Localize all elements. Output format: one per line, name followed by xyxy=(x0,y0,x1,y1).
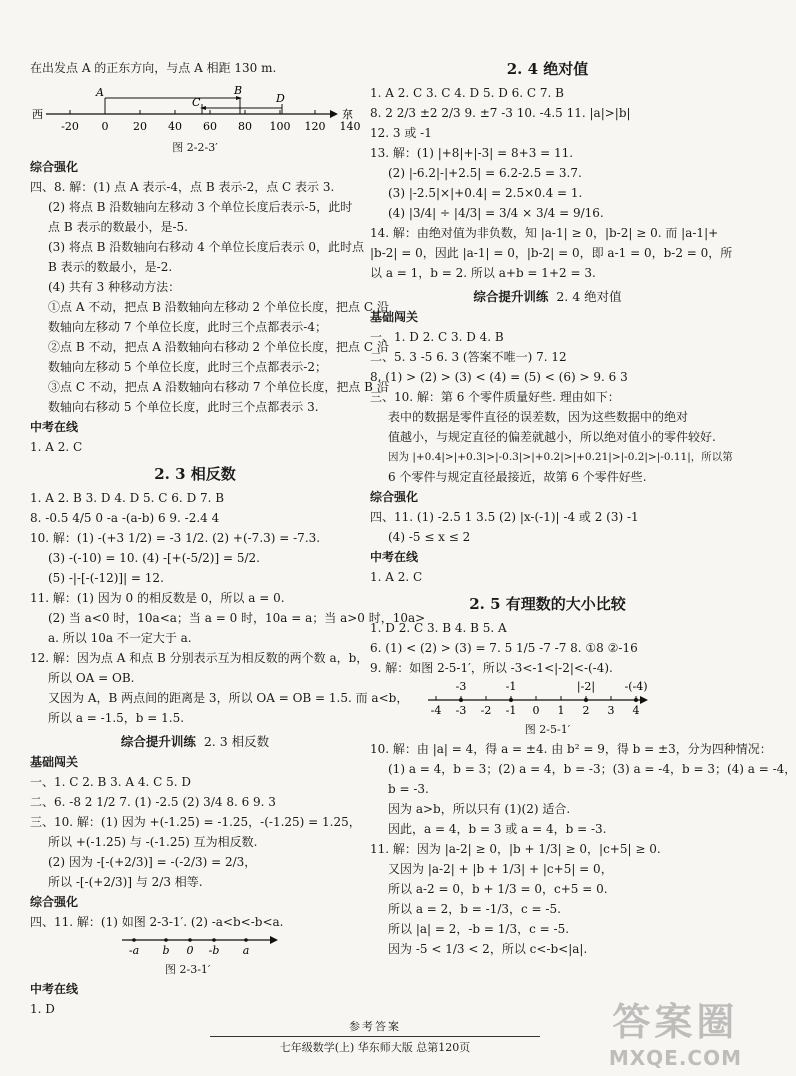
point-label: -b xyxy=(208,944,220,957)
text-line: 11. 解：(1) 因为 0 的相反数是 0，所以 a = 0. xyxy=(30,591,285,605)
text-line: ③点 C 不动，把点 A 沿数轴向右移动 7 个单位长度，把点 B 沿 xyxy=(48,380,389,394)
text-line: 1. D 2. C 3. B 4. B 5. A xyxy=(370,621,507,635)
point-dot xyxy=(509,698,513,702)
text-line: 8. (1) > (2) > (3) < (4) = (5) < (6) > 9. 6 3 xyxy=(370,370,628,384)
text-line: 10. 解：(1) -(+3 1/2) = -3 1/2. (2) +(-7.3) = -7.3. xyxy=(30,531,321,545)
text-line: 三、10. 解：第 6 个零件质量好些. 理由如下： xyxy=(370,390,620,404)
tick-label: -2 xyxy=(480,704,492,717)
text-line: (2) |-6.2|-|+2.5| = 6.2-2.5 = 3.7. xyxy=(388,166,582,180)
section-heading: 基础闯关 xyxy=(370,310,419,324)
text-line: 又因为 A，B 两点间的距离是 3，所以 OA = OB = 1.5. 而 a<b， xyxy=(48,691,409,705)
tick-label: 3 xyxy=(607,704,615,717)
watermark-logo xyxy=(609,991,742,1070)
text-line: 所以 a = 2，b = -1/3，c = -5. xyxy=(388,902,561,916)
point-label: -(-4) xyxy=(624,680,648,693)
figure-number-line-2-2-3 xyxy=(30,78,360,136)
point-dot xyxy=(212,938,216,942)
text-line: 因为 |+0.4|>|+0.3|>|-0.3|>|+0.2|>|+0.21|>|-0.2|>|-0.11|，所以第 xyxy=(388,451,733,463)
point-dot xyxy=(188,938,192,942)
section-heading: 综合强化 xyxy=(370,490,419,504)
text-line: (3) 将点 B 沿数轴向右移动 4 个单位长度后表示 0，此时点 xyxy=(48,240,364,254)
section-title-2-3: 2. 3 相反数 xyxy=(154,465,236,483)
point-D: D xyxy=(276,92,285,105)
text-line: ②点 B 不动，把点 A 沿数轴向右移动 2 个单位长度，把点 C 沿 xyxy=(48,340,389,354)
text-line: (2) 将点 B 沿数轴向左移动 3 个单位长度后表示-5，此时 xyxy=(48,200,353,214)
tick-label: 4 xyxy=(632,704,640,717)
text-line: 1. D xyxy=(30,1002,55,1016)
tick-label: 20 xyxy=(133,120,147,133)
text-line: 数轴向左移动 5 个单位长度，此时三个点都表示-2； xyxy=(48,360,327,374)
text-line: 三、10. 解：(1) 因为 +(-1.25) = -1.25，-(-1.25) = 1.25， xyxy=(30,815,361,829)
text-line: (3) |-2.5|×|+0.4| = 2.5×0.4 = 1. xyxy=(388,186,583,200)
text-line: 1. A 2. C 3. C 4. D 5. D 6. C 7. B xyxy=(370,86,565,100)
section-heading: 基础闯关 xyxy=(30,755,79,769)
footer-title: 参考答案 xyxy=(349,1020,401,1033)
tick-label: 120 xyxy=(304,120,326,133)
figure-number-line-2-3-1 xyxy=(30,932,360,958)
text-line: 二、5. 3 -5 6. 3 (答案不唯一) 7. 12 xyxy=(370,350,567,364)
text-line: 8. -0.5 4/5 0 -a -(a-b) 6 9. -2.4 4 xyxy=(30,511,220,525)
tick-label: 0 xyxy=(101,120,109,133)
point-dot xyxy=(584,698,588,702)
text-line: 一、1. D 2. C 3. D 4. B xyxy=(370,330,504,344)
text-line: 因为 -5 < 1/3 < 2，所以 c<-b<|a|. xyxy=(388,942,588,956)
text-line: 以 a = 1，b = 2. 所以 a+b = 1+2 = 3. xyxy=(370,266,596,280)
subsection-title xyxy=(30,732,360,750)
text-line: 又因为 |a-2| + |b + 1/3| + |c+5| = 0， xyxy=(388,862,613,876)
tick-label: 80 xyxy=(238,120,252,133)
text-line: (2) 因为 -[-(+2/3)] = -(-2/3) = 2/3， xyxy=(48,855,257,869)
text-line: 所以 |a| = 2，-b = 1/3，c = -5. xyxy=(388,922,570,936)
text-line: 11. 解：因为 |a-2| ≥ 0，|b + 1/3| ≥ 0，|c+5| ≥ 0. xyxy=(370,842,661,856)
text-line: 所以 +(-1.25) 与 -(-1.25) 互为相反数. xyxy=(48,835,258,849)
text-line: ①点 A 不动，把点 B 沿数轴向左移动 2 个单位长度，把点 C 沿 xyxy=(48,300,389,314)
text-line: 12. 3 或 -1 xyxy=(370,126,432,140)
text-line: 所以 a-2 = 0，b + 1/3 = 0，c+5 = 0. xyxy=(388,882,608,896)
fig-east-label: 东 xyxy=(342,108,353,121)
text-line: 12. 解：因为点 A 和点 B 分别表示互为相反数的两个数 a，b， xyxy=(30,651,369,665)
tick-label: 0 xyxy=(532,704,540,717)
section-heading: 中考在线 xyxy=(370,550,419,564)
text-line: (4) -5 ≤ x ≤ 2 xyxy=(388,530,471,544)
point-dot xyxy=(244,938,248,942)
text-line: 14. 解：由绝对值为非负数，知 |a-1| ≥ 0，|b-2| ≥ 0. 而 |a-1|+ xyxy=(370,226,719,240)
subsection-title-sub: 2. 4 绝对值 xyxy=(556,289,622,304)
point-dot xyxy=(164,938,168,942)
right-column xyxy=(370,58,796,959)
footer-rule xyxy=(210,1036,540,1037)
text-line: 四、11. (1) -2.5 1 3.5 (2) |x-(-1)| -4 或 2 (3) -1 xyxy=(370,510,639,524)
section-heading: 综合强化 xyxy=(30,160,79,174)
tick-label: -20 xyxy=(61,120,79,133)
tick-label: 100 xyxy=(269,120,291,133)
point-dot xyxy=(459,698,463,702)
text-line: 13. 解：(1) |+8|+|-3| = 8+3 = 11. xyxy=(370,146,574,160)
text-line: 二、6. -8 2 1/2 7. (1) -2.5 (2) 3/4 8. 6 9. 3 xyxy=(30,795,276,809)
text-line: |b-2| = 0，因此 |a-1| = 0，|b-2| = 0，即 a-1 = 0，b-2 = 0，所 xyxy=(370,246,733,260)
tick-label: 60 xyxy=(203,120,217,133)
point-label: -3 xyxy=(455,680,467,693)
fig3-caption: 图 2-5-1′ xyxy=(524,723,571,736)
text-line: 8. 2 2/3 ±2 2/3 9. ±7 -3 10. -4.5 11. |a|>|b| xyxy=(370,106,631,120)
tick-label: 2 xyxy=(582,704,590,717)
subsection-title xyxy=(370,287,725,305)
subsection-title-main: 综合提升训练 xyxy=(473,289,549,304)
text-line: (5) -|-[-(-12)]| = 12. xyxy=(48,571,164,585)
text-line: (4) |3/4| ÷ |4/3| = 3/4 × 3/4 = 9/16. xyxy=(388,206,604,220)
point-dot xyxy=(132,938,136,942)
text-line: 1. A 2. C xyxy=(370,570,423,584)
watermark-text-b: MXQE.COM xyxy=(608,1046,742,1070)
point-label: 0 xyxy=(186,944,194,957)
text-line: 一、1. C 2. B 3. A 4. C 5. D xyxy=(30,775,192,789)
text-line: (3) -(-10) = 10. (4) -[+(-5/2)] = 5/2. xyxy=(48,551,260,565)
text-line: 因此，a = 4，b = 3 或 a = 4，b = -3. xyxy=(388,822,607,836)
text-line: 因为 a>b，所以只有 (1)(2) 适合. xyxy=(388,802,571,816)
text-line: 数轴向左移动 7 个单位长度，此时三个点都表示-4； xyxy=(48,320,327,334)
point-C: C xyxy=(192,96,201,109)
text-line: 四、11. 解：(1) 如图 2-3-1′. (2) -a<b<-b<a. xyxy=(30,915,284,929)
text-line: 6 个零件与规定直径最接近，故第 6 个零件好些. xyxy=(388,470,647,484)
point-dot xyxy=(634,698,638,702)
figure-number-line-2-5-1 xyxy=(370,678,725,718)
text-line: 所以 OA = OB. xyxy=(48,671,135,685)
text-line: 值越小，与规定直径的偏差就越小，所以绝对值小的零件较好. xyxy=(388,430,716,444)
tick-label: -1 xyxy=(505,704,517,717)
point-label: -a xyxy=(128,944,140,957)
text-line: 点 B 表示的数最小，是-5. xyxy=(48,220,188,234)
text-line: 数轴向右移动 5 个单位长度，此时三个点都表示 3. xyxy=(48,400,319,414)
text-line: 所以 -[-(+2/3)] 与 2/3 相等. xyxy=(48,875,203,889)
text-line: 所以 a = -1.5，b = 1.5. xyxy=(48,711,185,725)
subsection-title-sub: 2. 3 相反数 xyxy=(203,734,270,749)
text-line: 1. A 2. B 3. D 4. D 5. C 6. D 7. B xyxy=(30,491,225,505)
text-line: 6. (1) < (2) > (3) = 7. 5 1/5 -7 -7 8. ①8 ②-16 xyxy=(370,641,638,655)
text-line: B 表示的数最小，是-2. xyxy=(48,260,173,274)
fig1-caption: 图 2-2-3′ xyxy=(172,141,218,154)
section-title-2-5: 2. 5 有理数的大小比较 xyxy=(469,595,626,613)
fig-west-label: 西 xyxy=(32,108,43,121)
point-label: a xyxy=(242,944,250,957)
text-line: (1) a = 4，b = 3；(2) a = 4，b = -3；(3) a = -4，b = 3；(4) a = -4， xyxy=(388,762,796,776)
text-line: 表中的数据是零件直径的误差数，因为这些数据中的绝对 xyxy=(388,410,689,424)
footer-page-info: 七年级数学(上) 华东师大版 总第120页 xyxy=(279,1041,471,1054)
fig2-caption: 图 2-3-1′ xyxy=(165,963,211,976)
point-label: -1 xyxy=(505,680,517,693)
point-A: A xyxy=(96,86,104,99)
section-heading: 综合强化 xyxy=(30,895,79,909)
point-label: b xyxy=(162,944,170,957)
tick-label: 1 xyxy=(557,704,565,717)
tick-label: -3 xyxy=(455,704,467,717)
text-line: (2) 当 a<0 时，10a<a；当 a = 0 时，10a = a；当 a>0 时，10a> xyxy=(48,611,426,625)
tick-label: 140 xyxy=(339,120,361,133)
point-label: |-2| xyxy=(576,680,596,693)
tick-label: 40 xyxy=(168,120,182,133)
point-B: B xyxy=(234,84,243,97)
section-heading: 中考在线 xyxy=(30,982,79,996)
section-heading: 中考在线 xyxy=(30,420,79,434)
watermark-text-a: 答案圈 xyxy=(612,1000,739,1044)
text-line: 1. A 2. C xyxy=(30,440,83,454)
text-line: 9. 解：如图 2-5-1′，所以 -3<-1<|-2|<-(-4). xyxy=(370,661,613,675)
text-line: b = -3. xyxy=(388,782,429,796)
text-line: a. 所以 10a 不一定大于 a. xyxy=(48,631,192,645)
text-line: 四、8. 解：(1) 点 A 表示-4，点 B 表示-2，点 C 表示 3. xyxy=(30,180,335,194)
section-title-2-4: 2. 4 绝对值 xyxy=(506,60,589,78)
subsection-title-main: 综合提升训练 xyxy=(120,734,196,749)
text-line: 10. 解：由 |a| = 4，得 a = ±4. 由 b² = 9，得 b = ±3，分为四种情况： xyxy=(370,742,772,756)
solution-8-block xyxy=(30,177,389,417)
tick-label: -4 xyxy=(430,704,442,717)
text-line: (4) 共有 3 种移动方法： xyxy=(48,280,181,294)
intro-line: 在出发点 A 的正东方向，与点 A 相距 130 m. xyxy=(30,61,277,75)
